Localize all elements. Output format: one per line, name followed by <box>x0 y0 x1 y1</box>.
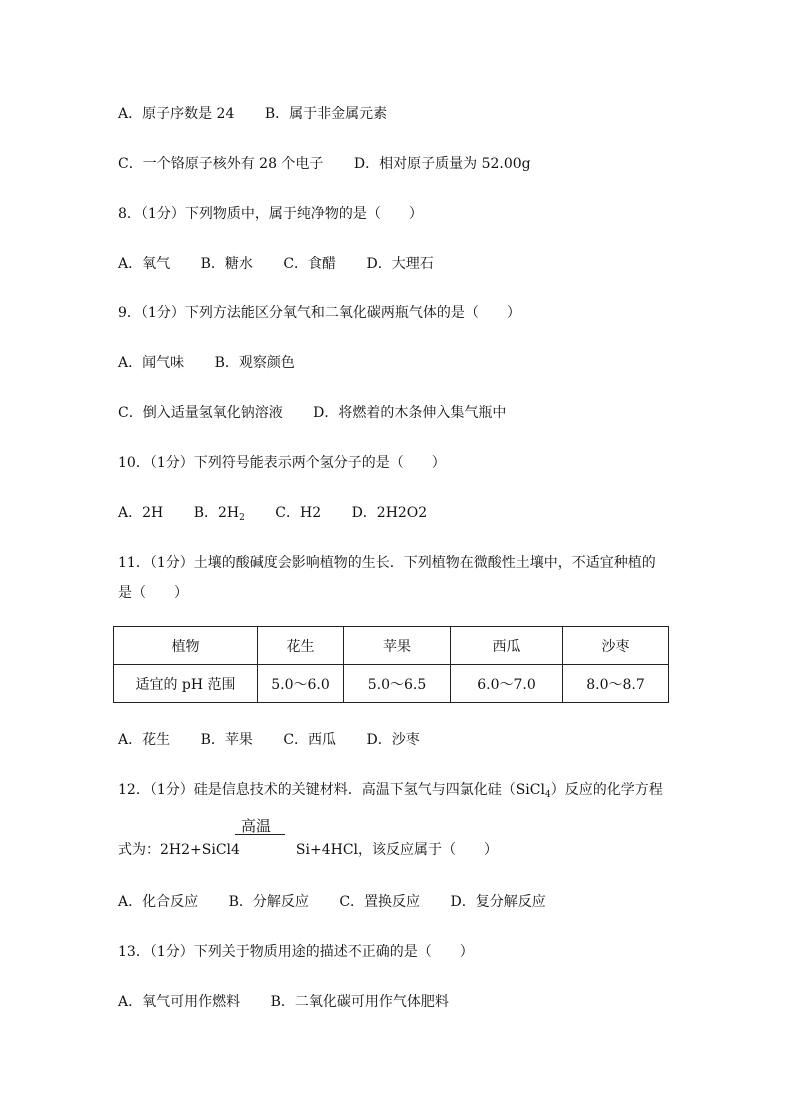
q13-stem: 13．（1分）下列关于物质用途的描述不正确的是（ ） <box>118 944 474 960</box>
q13-option-b: B．二氧化碳可用作气体肥料 <box>270 994 449 1010</box>
q13-options <box>118 993 475 1011</box>
q12-equation <box>118 841 498 859</box>
q11-options <box>118 731 446 749</box>
q8-options <box>118 255 460 273</box>
q12-option-c: C．置换反应 <box>339 894 421 910</box>
q8-option-d: D．大理石 <box>366 256 434 272</box>
q12-stem-suffix: ）反应的化学方程 <box>550 782 663 798</box>
q7-option-a: A．原子序数是 24 <box>118 106 235 122</box>
q7-option-c: C．一个铬原子核外有 28 个电子 <box>118 156 324 172</box>
q9-options-row1 <box>118 354 321 372</box>
ph-table-header-cell: 苹果 <box>344 627 451 665</box>
ph-table-header-cell: 西瓜 <box>451 627 563 665</box>
ph-table-header-cell: 沙枣 <box>563 627 669 665</box>
q7-options-row1 <box>118 105 413 123</box>
q11-option-a: A．花生 <box>118 732 171 748</box>
q10-option-b-subscript: 2 <box>239 513 245 523</box>
q7-option-b: B．属于非金属元素 <box>264 106 388 122</box>
q12-option-b: B．分解反应 <box>228 894 309 910</box>
q9-option-b: B．观察颜色 <box>214 355 295 371</box>
q11-stem-line1: 11．（1分）土壤的酸碱度会影响植物的生长．下列植物在微酸性土壤中，不适宜种植的 <box>118 555 656 571</box>
ph-table-row <box>114 665 669 703</box>
ph-table-header-row <box>114 627 669 665</box>
q12-stem-subscript: 4 <box>544 790 551 800</box>
q12-options <box>118 893 572 911</box>
q9-stem: 9．（1分）下列方法能区分氧气和二氧化碳两瓶气体的是（ ） <box>118 305 521 321</box>
q10-option-b <box>194 505 245 521</box>
q10-option-b-text: B．2H <box>193 505 240 521</box>
q9-option-c: C．倒入适量氢氧化钠溶液 <box>118 405 283 421</box>
q8-stem: 8．（1分）下列物质中，属于纯净物的是（ ） <box>118 206 423 222</box>
q12-stem <box>118 781 663 804</box>
q12-option-a: A．化合反应 <box>118 894 199 910</box>
q12-equation-right: Si+4HCl，该反应属于（ ） <box>295 842 499 858</box>
q8-option-c: C．食醋 <box>283 256 337 272</box>
ph-table-cell: 适宜的 pH 范围 <box>114 665 258 703</box>
q10-option-c: C．H2 <box>275 505 322 521</box>
reaction-equals-line <box>235 834 285 835</box>
q7-option-d: D．相对原子质量为 52.00g <box>353 156 531 172</box>
q7-options-row2 <box>118 155 557 173</box>
q8-option-a: A．氧气 <box>118 256 171 272</box>
ph-table-cell: 8.0～8.7 <box>563 665 669 703</box>
q12-option-d: D．复分解反应 <box>450 894 546 910</box>
q10-options <box>118 504 453 527</box>
q11-option-d: D．沙枣 <box>366 732 420 748</box>
q10-option-a: A．2H <box>118 505 164 521</box>
q8-option-b: B．糖水 <box>200 256 253 272</box>
ph-table <box>113 626 669 703</box>
q13-option-a: A．氧气可用作燃料 <box>118 994 241 1010</box>
q11-option-c: C．西瓜 <box>283 732 337 748</box>
ph-table-header-cell: 花生 <box>258 627 344 665</box>
ph-table-cell: 5.0～6.5 <box>344 665 451 703</box>
q9-options-row2 <box>118 404 532 422</box>
ph-table-cell: 5.0～6.0 <box>258 665 344 703</box>
ph-table-header-cell: 植物 <box>114 627 258 665</box>
q10-stem: 10．（1分）下列符号能表示两个氢分子的是（ ） <box>118 455 446 471</box>
reaction-condition: 高温 <box>241 817 272 835</box>
q9-option-a: A．闻气味 <box>118 355 185 371</box>
q12-stem-prefix: 12．（1分）硅是信息技术的关键材料．高温下氢气与四氯化硅（SiCl <box>118 782 545 798</box>
q12-equation-left: 式为：2H2+SiCl4 <box>118 842 240 858</box>
q11-option-b: B．苹果 <box>200 732 253 748</box>
q10-option-d: D．2H2O2 <box>351 505 428 521</box>
q11-stem-line2: 是（ ） <box>118 585 188 601</box>
q9-option-d: D．将燃着的木条伸入集气瓶中 <box>313 405 507 421</box>
ph-table-cell: 6.0～7.0 <box>451 665 563 703</box>
